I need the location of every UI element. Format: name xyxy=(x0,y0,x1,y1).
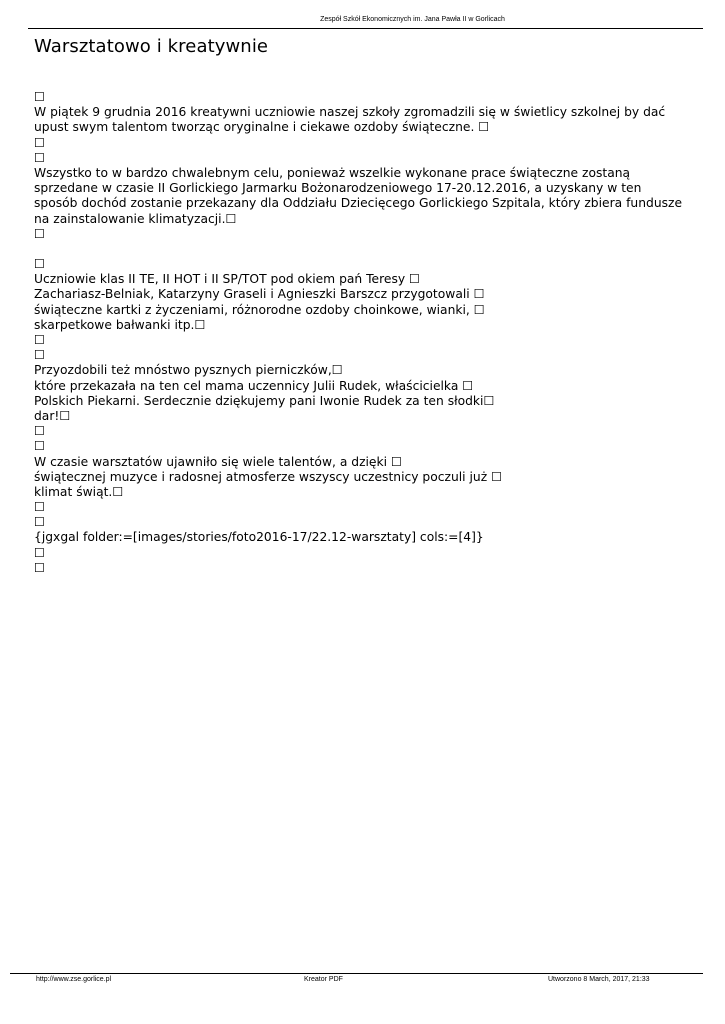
article-line: świąteczne kartki z życzeniami, różnorodne ozdoby choinkowe, wianki, ☐ xyxy=(34,302,485,317)
article-line: które przekazała na ten cel mama uczennicy Julii Rudek, właścicielka ☐ xyxy=(34,378,474,393)
article-line: upust swym talentom tworząc oryginalne i ciekawe ozdoby świąteczne. ☐ xyxy=(34,120,490,135)
article-line: ☐ xyxy=(34,515,46,530)
article-line: Wszystko to w bardzo chwalebnym celu, ponieważ wszelkie wykonane prace świąteczne zostaną xyxy=(34,165,631,180)
article-line: ☐ xyxy=(34,424,46,439)
footer-generator: Kreator PDF xyxy=(304,976,343,983)
article-line: ☐ xyxy=(34,545,46,560)
article-line: ☐ xyxy=(34,150,46,165)
article-line: ☐ xyxy=(34,135,46,150)
article-line: sposób dochód zostanie przekazany dla Oddziału Dziecięcego Gorlickiego Szpitala, który zbiera fundusze xyxy=(34,196,683,211)
article-body xyxy=(34,90,694,576)
article-line: świątecznej muzyce i radosnej atmosferze wszyscy uczestnicy poczuli już ☐ xyxy=(34,469,503,484)
article-line xyxy=(34,242,694,257)
footer-divider xyxy=(10,973,703,974)
school-name: Zespół Szkół Ekonomicznych im. Jana Pawła II w Gorlicach xyxy=(320,16,505,23)
article-line: Przyozdobili też mnóstwo pysznych pierniczków,☐ xyxy=(34,363,343,378)
article-line: ☐ xyxy=(34,500,46,515)
article-line: Zachariasz-Belniak, Katarzyny Graseli i Agnieszki Barszcz przygotowali ☐ xyxy=(34,287,485,302)
article-title: Warsztatowo i kreatywnie xyxy=(34,36,269,57)
page-header xyxy=(0,16,700,23)
article-line: ☐ xyxy=(34,560,46,575)
footer-created: Utworzono 8 March, 2017, 21:33 xyxy=(548,976,650,983)
article-line: {jgxgal folder:=[images/stories/foto2016-17/22.12-warsztaty] cols:=[4]} xyxy=(34,530,484,545)
article-line: Uczniowie klas II TE, II HOT i II SP/TOT pod okiem pań Teresy ☐ xyxy=(34,272,421,287)
article-line: ☐ xyxy=(34,257,46,272)
article-line: Polskich Piekarni. Serdecznie dziękujemy pani Iwonie Rudek za ten słodki☐ xyxy=(34,393,495,408)
article-line: W czasie warsztatów ujawniło się wiele talentów, a dzięki ☐ xyxy=(34,454,402,469)
article-line: ☐ xyxy=(34,439,46,454)
article-line: sprzedane w czasie II Gorlickiego Jarmarku Bożonarodzeniowego 17-20.12.2016, a uzyskany w ten xyxy=(34,181,642,196)
header-divider xyxy=(28,28,703,29)
article-line: klimat świąt.☐ xyxy=(34,484,124,499)
article-line: skarpetkowe bałwanki itp.☐ xyxy=(34,317,206,332)
article-line: W piątek 9 grudnia 2016 kreatywni uczniowie naszej szkoły zgromadzili się w świetlicy szkolnej by dać xyxy=(34,105,666,120)
article-line: ☐ xyxy=(34,90,46,104)
article-line: ☐ xyxy=(34,348,46,363)
article-line: na zainstalowanie klimatyzacji.☐ xyxy=(34,211,237,226)
article-line: dar!☐ xyxy=(34,408,71,423)
article-line: ☐ xyxy=(34,226,46,241)
footer-url[interactable]: http://www.zse.gorlice.pl xyxy=(36,976,112,983)
article-line: ☐ xyxy=(34,333,46,347)
